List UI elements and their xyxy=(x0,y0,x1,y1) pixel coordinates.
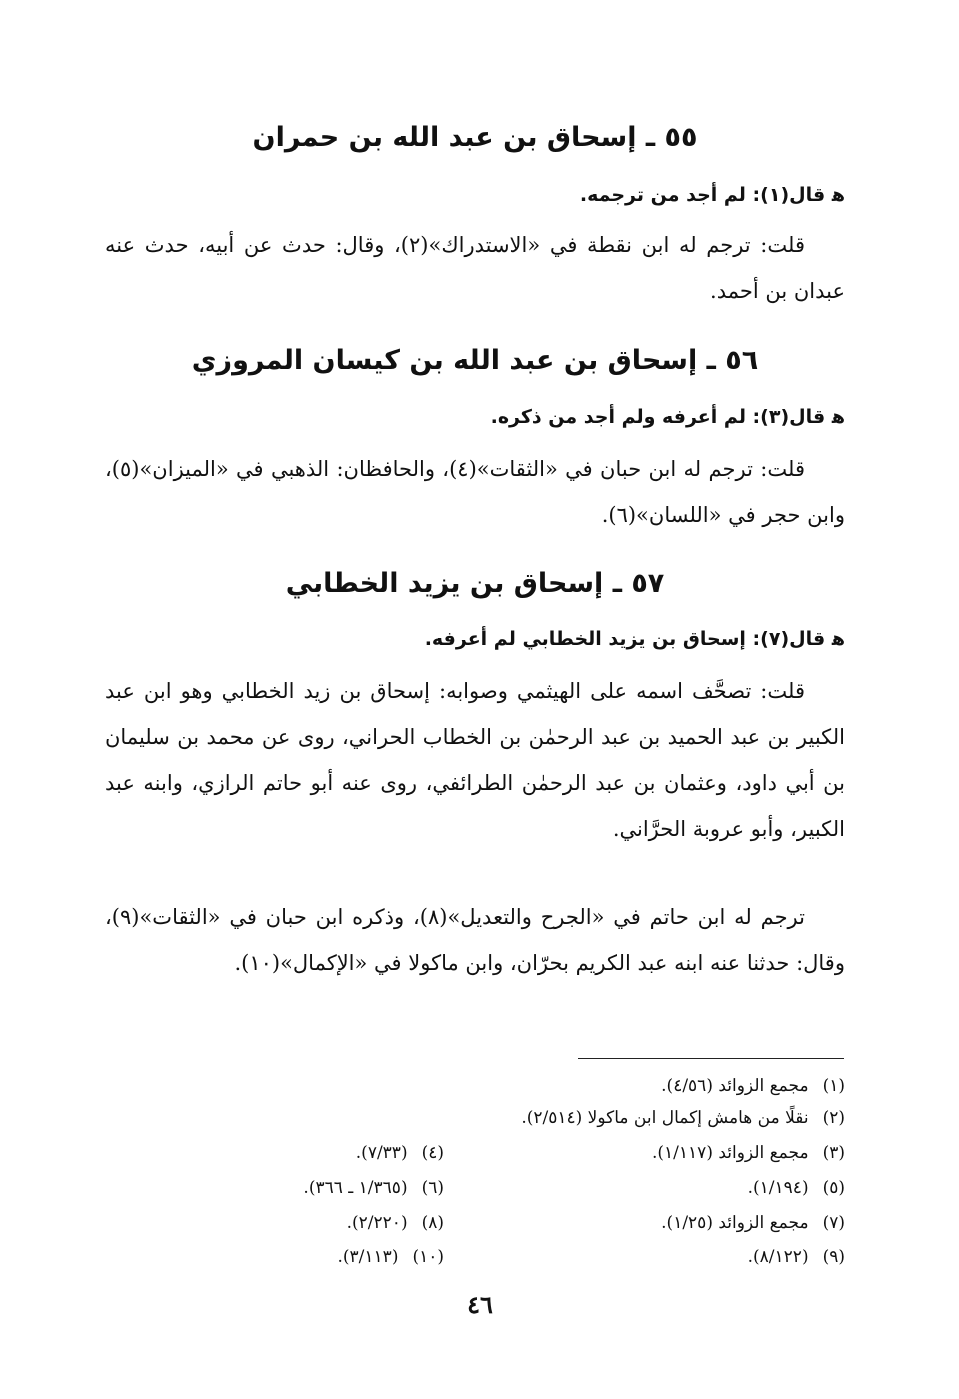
footnote-number: (٩) xyxy=(822,1247,845,1267)
paragraph-text: قلت: ترجم له ابن حبان في «الثقات»(٤)، والحافظان: الذهبي في «الميزان»(٥)، وابن حجر في «اللسان»(٦). xyxy=(105,457,845,527)
footnote-number: (١٠) xyxy=(412,1247,444,1267)
footnote xyxy=(305,1106,845,1130)
footnote-number: (٥) xyxy=(822,1178,845,1198)
footnote-number: (٨) xyxy=(421,1213,444,1233)
footnote-number: (١) xyxy=(822,1076,845,1096)
paragraph-text: قلت: ترجم له ابن نقطة في «الاستدراك»(٢)، وقال: حدث عن أبيه، حدث عنه عبدان بن أحمد. xyxy=(105,233,845,303)
paragraph-text: قلت: تصحَّف اسمه على الهيثمي وصوابه: إسحاق بن زيد الخطابي وهو ابن عبد الكبير بن عبد الحميد بن عبد الرحمٰن بن الخطاب الحراني، روى عن محمد بن سليمان بن أبي داود، وعثمان بن عبد الرحمٰن الطرائفي، روى عنه أبو حاتم الرازي، وابنه عبد الكبير، وأبو عروبة الحرَّاني. xyxy=(105,679,845,841)
entry-paragraph xyxy=(105,668,845,852)
entry-title: ٥٦ ـ إسحاق بن عبد الله بن كيسان المروزي xyxy=(191,345,759,376)
footnote xyxy=(144,1141,444,1165)
footnote-divider xyxy=(578,1058,844,1059)
entry-paragraph xyxy=(105,222,845,314)
footnote-number: (٢) xyxy=(822,1108,845,1128)
entry-paragraph xyxy=(105,446,845,538)
footnote-text: (٨/١٢٢). xyxy=(747,1247,809,1267)
entry-quote: ﻫ قال(١): لم أجد من ترجمه. xyxy=(579,184,845,206)
footnote xyxy=(144,1176,444,1200)
footnote-text: (١/٣٦٥ ـ ٣٦٦). xyxy=(303,1178,408,1198)
footnote xyxy=(144,1211,444,1235)
page-number: ٤٦ xyxy=(467,1290,493,1319)
footnote-text: (٣/١١٣). xyxy=(337,1247,399,1267)
footnote-number: (٦) xyxy=(421,1178,444,1198)
footnote-text: مجمع الزوائد (١/١١٧). xyxy=(652,1143,809,1163)
entry-paragraph xyxy=(105,894,845,986)
footnote-text: (٧/٣٣). xyxy=(355,1143,408,1163)
entry-quote: ﻫ قال(٧): إسحاق بن يزيد الخطابي لم أعرفه. xyxy=(424,628,845,650)
footnote-text: مجمع الزوائد (٤/٥٦). xyxy=(661,1076,809,1096)
footnote-number: (٤) xyxy=(421,1143,444,1163)
entry-title: ٥٧ ـ إسحاق بن يزيد الخطابي xyxy=(285,568,665,599)
entry-title: ٥٥ ـ إسحاق بن عبد الله بن حمران xyxy=(252,122,698,153)
footnote-number: (٣) xyxy=(822,1143,845,1163)
footnote-text: نقلًا من هامش إكمال ابن ماكولا (٢/٥١٤). xyxy=(521,1108,809,1128)
footnote xyxy=(144,1245,444,1269)
footnote-text: مجمع الزوائد (١/٢٥). xyxy=(661,1213,809,1233)
entry-quote: ﻫ قال(٣): لم أعرفه ولم أجد من ذكره. xyxy=(490,406,845,428)
footnote xyxy=(305,1074,845,1098)
paragraph-text: ترجم له ابن حاتم في «الجرح والتعديل»(٨)، وذكره ابن حبان في «الثقات»(٩)، وقال: حدثنا عنه ابنه عبد الكريم بحرّان، وابن ماكولا في «الإكمال»(١٠). xyxy=(105,905,845,975)
footnote-text: (١/١٩٤). xyxy=(747,1178,809,1198)
footnote-text: (٢/٢٢٠). xyxy=(346,1213,408,1233)
footnote-number: (٧) xyxy=(822,1213,845,1233)
